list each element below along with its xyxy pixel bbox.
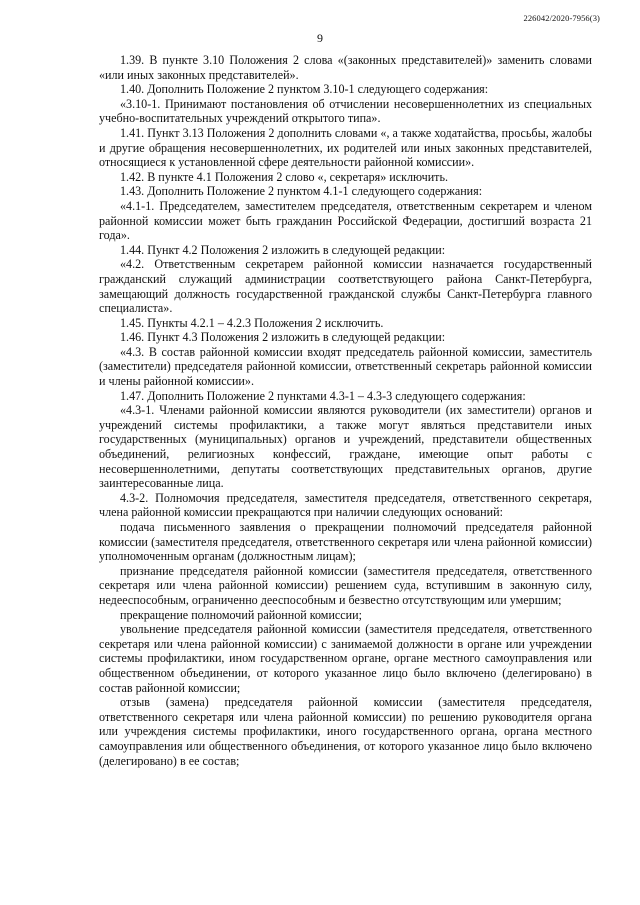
paragraph-4-3: «4.3. В состав районной комиссии входят председатель районной комиссии, заместитель (заместители) председателя районной комиссии, ответственный секретарь районной комиссии и члены районной комиссии». <box>99 344 592 389</box>
list-item-court-recognition: признание председателя районной комиссии (заместителя председателя, ответственного секретаря или члена районной комиссии) решением суда, вступившим в законную силу, недееспособным, ограниченно дееспособным и безвестно отсутствующим или умершим; <box>99 563 592 607</box>
paragraph-4-3-1: «4.3-1. Членами районной комиссии являются руководители (их заместители) органов и учреждений системы профилактики, а также могут являться представители иных государственных (муниципальных) органов и учреждений, представители общественных объединений, религиозных конфессий, граждане, имеющие опыт работы с несовершеннолетними, депутаты соответствующих представительных органов, другие заинтересованные лица. <box>99 403 592 491</box>
paragraph-1-47: 1.47. Дополнить Положение 2 пунктами 4.3-1 – 4.3-3 следующего содержания: <box>120 388 526 403</box>
list-item-written-application: подача письменного заявления о прекращении полномочий председателя районной комиссии (заместителя председателя, ответственного секретаря или члена районной комиссии) уполномоченным органам (должностным лицам); <box>99 520 592 564</box>
paragraph-1-45: 1.45. Пункты 4.2.1 – 4.2.3 Положения 2 исключить. <box>120 315 384 330</box>
paragraph-1-46: 1.46. Пункт 4.3 Положения 2 изложить в следующей редакции: <box>120 330 446 345</box>
document-body <box>99 53 592 768</box>
list-item-commission-termination: прекращение полномочий районной комиссии; <box>120 607 362 622</box>
paragraph-1-40: 1.40. Дополнить Положение 2 пунктом 3.10-1 следующего содержания: <box>120 82 489 97</box>
page-number: 9 <box>317 31 323 45</box>
paragraph-1-43: 1.43. Дополнить Положение 2 пунктом 4.1-1 следующего содержания: <box>120 184 483 199</box>
paragraph-1-42: 1.42. В пункте 4.1 Положения 2 слово «, секретаря» исключить. <box>120 169 448 184</box>
paragraph-4-3-2: 4.3-2. Полномочия председателя, заместителя председателя, ответственного секретаря, члена районной комиссии прекращаются при наличии следующих оснований: <box>99 490 592 520</box>
paragraph-4-1-1: «4.1-1. Председателем, заместителем председателя, ответственным секретарем и членом районной комиссии может быть гражданин Российской Федерации, достигший возраста 21 года». <box>99 198 592 243</box>
list-item-dismissal: увольнение председателя районной комиссии (заместителя председателя, ответственного секретаря или члена районной комиссии) с занимаемой должности в органе или учреждении системы профилактики, ином государственном органе, органе местного самоуправления или общественном объединении, от которого указанное лицо было включено (делегировано) в состав районной комиссии; <box>99 622 592 695</box>
paragraph-3-10-1: «3.10-1. Принимают постановления об отчислении несовершеннолетних из специальных учебно-воспитательных учреждений открытого типа». <box>99 96 592 126</box>
list-item-recall: отзыв (замена) председателя районной комиссии (заместителя председателя, ответственного секретаря или члена районной комиссии) по решению руководителя органа или учреждения системы профилактики, иного государственного органа, органа местного самоуправления или общественного объединения, от которого указанное лицо было включено (делегировано) в ее состав; <box>99 695 592 768</box>
paragraph-4-2: «4.2. Ответственным секретарем районной комиссии назначается государственный гражданский служащий администрации соответствующего района Санкт-Петербурга, замещающий должность государственной гражданской службы Санкт-Петербурга главного специалиста». <box>99 257 592 316</box>
paragraph-1-39: 1.39. В пункте 3.10 Положения 2 слова «(законных представителей)» заменить словами «или иных законных представителей». <box>99 53 592 82</box>
paragraph-1-44: 1.44. Пункт 4.2 Положения 2 изложить в следующей редакции: <box>120 242 446 257</box>
paragraph-1-41: 1.41. Пункт 3.13 Положения 2 дополнить словами «, а также ходатайства, просьбы, жалобы и другие обращения несовершеннолетних, их родителей или иных законных представителей, относящиеся к установленной сфере деятельности районной комиссии». <box>99 125 592 170</box>
document-id: 226042/2020-7956(3) <box>523 13 600 23</box>
